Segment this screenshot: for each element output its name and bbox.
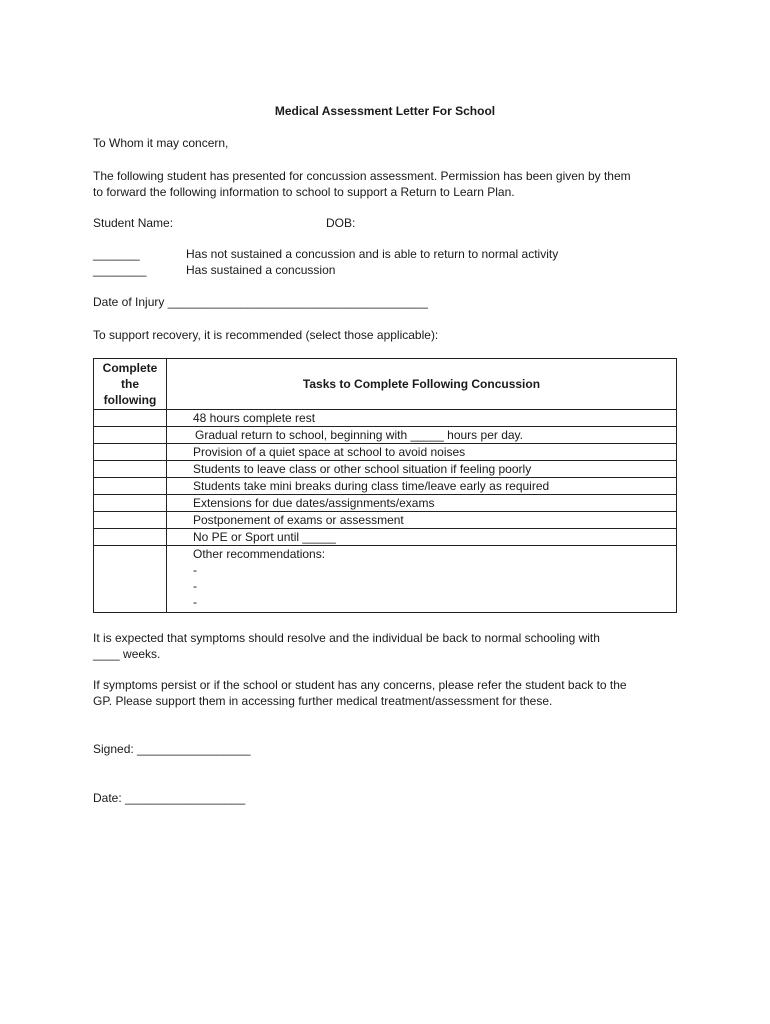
task-text: Extensions for due dates/assignments/exams [167, 495, 677, 512]
task-text: Postponement of exams or assessment [167, 512, 677, 529]
table-row [94, 495, 677, 512]
table-header-row [94, 359, 677, 410]
other-item: - [193, 595, 197, 609]
checkbox-cell[interactable] [94, 478, 167, 495]
checkbox-cell[interactable] [94, 512, 167, 529]
intro-line-2: to forward the following information to school to support a Return to Learn Plan. [93, 185, 515, 199]
persist-line-1: If symptoms persist or if the school or student has any concerns, please refer the student back to the [93, 678, 627, 692]
expected-line-2: ____ weeks. [93, 647, 161, 661]
checkbox-cell[interactable] [94, 529, 167, 546]
dob-label: DOB: [326, 216, 356, 230]
header-col1-line: Complete [102, 361, 158, 375]
checkbox-cell[interactable] [94, 444, 167, 461]
header-complete-column [94, 359, 167, 410]
tasks-table [93, 358, 677, 613]
checkbox-cell[interactable] [94, 495, 167, 512]
table-row-other [94, 546, 677, 613]
other-recommendations-cell[interactable] [167, 546, 677, 613]
task-text: 48 hours complete rest [167, 410, 677, 427]
table-row [94, 478, 677, 495]
letter-title: Medical Assessment Letter For School [274, 104, 496, 118]
task-text: Provision of a quiet space at school to avoid noises [167, 444, 677, 461]
checkbox-cell[interactable] [94, 427, 167, 444]
option-text-no-concussion: Has not sustained a concussion and is able to return to normal activity [186, 247, 559, 261]
option-blank-2: ________ [93, 263, 147, 277]
checkbox-cell[interactable] [94, 461, 167, 478]
option-blank-1: _______ [93, 247, 140, 261]
header-tasks-column: Tasks to Complete Following Concussion [167, 359, 677, 410]
table-row [94, 461, 677, 478]
intro-line-1: The following student has presented for concussion assessment. Permission has been given by them [93, 169, 631, 183]
table-row [94, 512, 677, 529]
recommend-intro: To support recovery, it is recommended (select those applicable): [93, 328, 439, 342]
table-row [94, 410, 677, 427]
expected-line-1: It is expected that symptoms should resolve and the individual be back to normal schooling with [93, 631, 600, 645]
checkbox-cell[interactable] [94, 410, 167, 427]
table-row [94, 444, 677, 461]
date-line: Date: __________________ [93, 791, 246, 805]
student-name-label: Student Name: [93, 216, 174, 230]
task-text: Gradual return to school, beginning with _____ hours per day. [167, 427, 677, 444]
table-row [94, 529, 677, 546]
header-col1-line: the [121, 377, 139, 391]
other-label: Other recommendations: [193, 547, 326, 561]
header-col1-line: following [103, 393, 157, 407]
task-text: Students take mini breaks during class time/leave early as required [167, 478, 677, 495]
other-item: - [193, 579, 197, 593]
other-item: - [193, 563, 197, 577]
signed-line: Signed: _________________ [93, 742, 251, 756]
table-row [94, 427, 677, 444]
date-of-injury: Date of Injury _______________________________________ [93, 295, 428, 309]
task-text: No PE or Sport until _____ [167, 529, 677, 546]
checkbox-cell[interactable] [94, 546, 167, 613]
option-text-concussion: Has sustained a concussion [186, 263, 336, 277]
task-text: Students to leave class or other school situation if feeling poorly [167, 461, 677, 478]
salutation: To Whom it may concern, [93, 136, 229, 150]
persist-line-2: GP. Please support them in accessing further medical treatment/assessment for these. [93, 694, 553, 708]
